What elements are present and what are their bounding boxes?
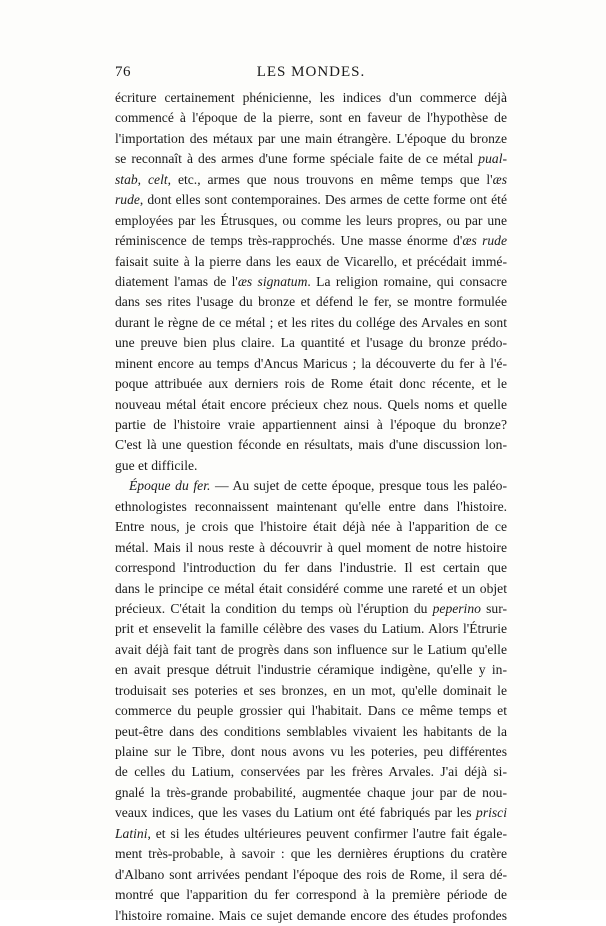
text-line <box>115 333 507 353</box>
text-segment: avait déjà fait tant de progrès dans son influence sur le Latium qu'elle <box>115 641 507 657</box>
text-line <box>115 374 507 394</box>
text-line <box>115 538 507 558</box>
text-segment: dans le principe ce métal était considéré comme une rareté et un objet <box>115 580 507 596</box>
text-line <box>115 149 507 169</box>
text-line <box>115 435 507 455</box>
text-segment: minent encore au temps d'Ancus Maricus ; la découverte du fer à l'é- <box>115 355 507 371</box>
text-line <box>115 906 507 926</box>
italic-text: pual- <box>478 151 507 167</box>
text-line <box>115 129 507 149</box>
text-segment: écriture certainement phénicienne, les indices d'un commerce déjà <box>115 90 507 105</box>
text-segment: veaux indices, que les vases du Latium ont été fabriqués par les <box>115 805 477 821</box>
text-line <box>115 170 507 190</box>
text-segment: métal. Mais il nous reste à découvrir à quel moment de notre histoire <box>115 539 507 555</box>
text-line <box>115 660 507 680</box>
text-segment: ethnologistes reconnaissent maintenant qu'elle entre dans l'histoire. <box>115 498 507 514</box>
text-line <box>115 190 507 210</box>
text-segment: sur- <box>480 600 507 616</box>
text-line <box>115 456 507 476</box>
text-line <box>115 885 507 905</box>
text-line <box>115 272 507 292</box>
text-segment: correspond l'introduction du fer dans l'industrie. Il est certain que <box>115 560 507 576</box>
text-segment: C'est là une question féconde en résultats, mais d'une discussion lon- <box>115 437 507 453</box>
text-segment: , <box>137 171 148 187</box>
text-segment: Entre nous, je crois que l'histoire était déjà née à l'apparition de ce <box>115 519 507 535</box>
text-segment: une preuve bien plus claire. La quantité et l'usage du bronze prédo- <box>115 335 507 351</box>
text-line <box>115 619 507 639</box>
text-line <box>115 701 507 721</box>
text-segment: commerce du peuple grossier qui l'habitait. Dans ce même temps et <box>115 703 507 719</box>
text-segment: gue et difficile. <box>115 457 198 473</box>
text-segment: dans ses rites l'usage du bronze et défend le fer, se montre formulée <box>115 294 507 310</box>
text-line <box>115 108 507 128</box>
italic-text: æs signatum <box>237 273 308 289</box>
text-segment: d'Albano sont arrivées pendant l'époque des rois de Rome, il sera dé- <box>115 866 507 882</box>
text-segment: — Au sujet de cette époque, presque tous les paléo- <box>210 478 507 494</box>
text-line <box>115 783 507 803</box>
italic-text: peperino <box>432 600 481 616</box>
text-line <box>115 476 507 496</box>
text-line <box>115 395 507 415</box>
text-line <box>115 599 507 619</box>
text-line <box>115 844 507 864</box>
text-segment: commencé à l'époque de la pierre, sont en faveur de l'hypothèse de <box>115 110 507 126</box>
text-segment: gnalé la très-grande probabilité, augmentée chaque jour par de nou- <box>115 784 507 800</box>
body-text <box>115 88 507 926</box>
italic-text: celt <box>148 171 168 187</box>
text-segment: , et si les études ultérieures peuvent confirmer l'autre fait égale- <box>147 825 507 841</box>
page-number: 76 <box>115 64 131 80</box>
text-line <box>115 681 507 701</box>
text-line <box>115 231 507 251</box>
text-line <box>115 865 507 885</box>
text-segment: , dont elles sont contemporaines. Des armes de cette forme ont été <box>139 192 507 208</box>
text-line <box>115 824 507 844</box>
italic-text: rude <box>115 192 140 208</box>
text-segment: , etc., armes que nous trouvons en même temps que l' <box>167 171 493 187</box>
text-segment: montré que l'apparition du fer correspond à la première période de <box>115 887 507 903</box>
text-line <box>115 211 507 231</box>
text-segment: l'importation des métaux par une main étrangère. L'époque du bronze <box>115 130 507 146</box>
text-line <box>115 803 507 823</box>
text-segment: poque attribuée aux derniers rois de Rome était donc récente, et le <box>115 376 507 392</box>
text-segment: . La religion romaine, qui consacre <box>307 273 507 289</box>
italic-text: æs <box>492 171 507 187</box>
text-line <box>115 640 507 660</box>
text-segment: faisait suite à la pierre dans les eaux de Vicarello, et précédait immé- <box>115 253 507 269</box>
text-segment: employées par les Étrusques, ou comme les leurs propres, ou par une <box>115 212 507 228</box>
italic-text: æs rude <box>462 233 507 249</box>
text-segment: se reconnaît à des armes d'une forme spéciale faite de ce métal <box>115 151 479 167</box>
text-line <box>115 354 507 374</box>
text-segment: de celles du Latium, conservées par les frères Arvales. J'ai déjà si- <box>115 764 507 780</box>
running-title: LES MONDES. <box>256 64 366 80</box>
text-segment: durant le règne de ce métal ; et les rites du collége des Arvales en sont <box>115 314 507 330</box>
text-line <box>115 252 507 272</box>
text-line <box>115 313 507 333</box>
text-segment: plaine sur le Tibre, dont nous avons vu les poteries, peu différentes <box>115 744 507 759</box>
text-segment: réminiscence de temps très-rapprochés. Une masse énorme d' <box>115 233 463 249</box>
text-line <box>115 579 507 599</box>
text-segment: l'histoire romaine. Mais ce sujet demande encore des études profondes <box>115 907 507 923</box>
text-line <box>115 292 507 312</box>
text-line <box>115 742 507 762</box>
text-line <box>115 517 507 537</box>
text-segment: troduisait ses poteries et ses bronzes, en un mot, qu'elle dominait le <box>115 682 507 698</box>
text-line <box>115 722 507 742</box>
text-line <box>115 415 507 435</box>
text-line <box>115 762 507 782</box>
text-line <box>115 497 507 517</box>
text-line <box>115 558 507 578</box>
italic-text: prisci <box>476 805 507 821</box>
running-head <box>115 64 507 86</box>
text-segment: nouveau métal était encore précieux chez nous. Quels noms et quelle <box>115 396 507 412</box>
text-segment: diatement l'amas de l' <box>115 273 238 289</box>
text-segment: prit et ensevelit la famille célèbre des vases du Latium. Alors l'Étrurie <box>115 621 507 637</box>
text-segment: ment très-probable, à savoir : que les dernières éruptions du cratère <box>115 846 507 862</box>
text-segment: précieux. C'était la condition du temps où l'éruption du <box>115 600 433 616</box>
italic-text: stab <box>115 171 138 187</box>
text-segment: peut-être dans des conditions semblables vivaient les habitants de la <box>115 723 507 739</box>
text-segment: en avait presque détruit l'industrie céramique indigène, qu'elle y in- <box>115 662 507 678</box>
italic-text: Latini <box>115 825 148 841</box>
text-segment: partie de l'histoire vraie appartiennent ainsi à l'époque du bronze? <box>115 417 507 432</box>
text-line <box>115 88 507 108</box>
italic-text: Époque du fer. <box>129 478 211 494</box>
